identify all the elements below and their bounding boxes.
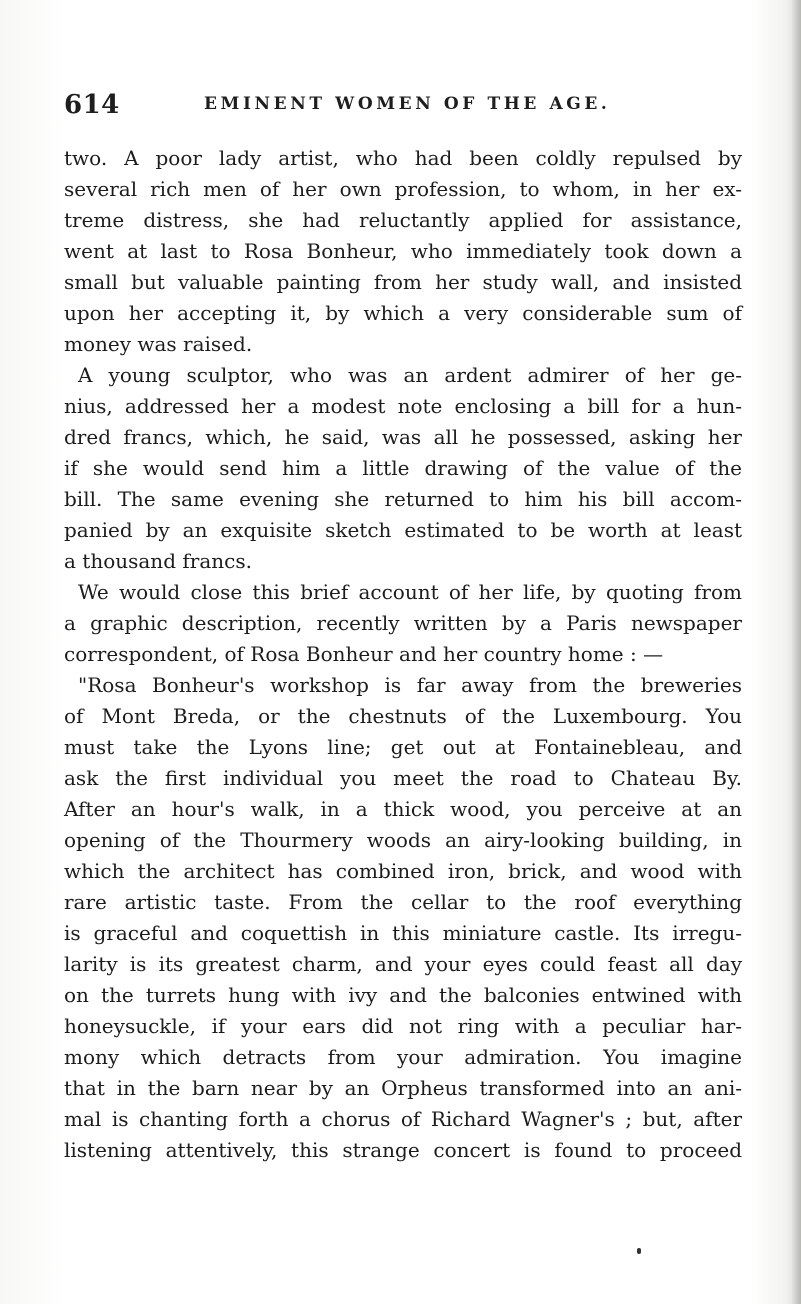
text-line: treme distress, she had reluctantly applied for assistance,	[64, 208, 742, 232]
running-title: EMINENT WOMEN OF THE AGE.	[204, 94, 611, 114]
text-line: nius, addressed her a modest note enclosing a bill for a hun-	[64, 394, 742, 418]
text-line: a graphic description, recently written by a Paris newspaper	[64, 611, 742, 635]
text-line: panied by an exquisite sketch estimated to be worth at least	[64, 518, 742, 542]
text-line: that in the barn near by an Orpheus transformed into an ani-	[64, 1076, 742, 1100]
text-line: listening attentively, this strange concert is found to proceed	[64, 1138, 742, 1162]
text-line: dred francs, which, he said, was all he possessed, asking her	[64, 425, 742, 449]
text-line: mal is chanting forth a chorus of Richard Wagner's ; but, after	[64, 1107, 742, 1131]
text-line: if she would send him a little drawing of the value of the	[64, 456, 742, 480]
text-line: two. A poor lady artist, who had been coldly repulsed by	[64, 146, 742, 170]
text-line: a thousand francs.	[64, 549, 252, 573]
text-line: We would close this brief account of her life, by quoting from	[78, 580, 742, 604]
text-line: went at last to Rosa Bonheur, who immediately took down a	[64, 239, 742, 263]
text-line: bill. The same evening she returned to him his bill accom-	[64, 487, 742, 511]
text-line: is graceful and coquettish in this miniature castle. Its irregu-	[64, 921, 742, 945]
text-line: correspondent, of Rosa Bonheur and her country home : —	[64, 642, 664, 666]
text-line: rare artistic taste. From the cellar to the roof everything	[64, 890, 742, 914]
page-edge-shadow	[791, 0, 801, 1304]
text-line: must take the Lyons line; get out at Fontainebleau, and	[64, 735, 742, 759]
text-line: mony which detracts from your admiration. You imagine	[64, 1045, 742, 1069]
text-line: "Rosa Bonheur's workshop is far away from the breweries	[78, 673, 742, 697]
text-line: small but valuable painting from her study wall, and insisted	[64, 270, 742, 294]
text-line: larity is its greatest charm, and your eyes could feast all day	[64, 952, 742, 976]
text-line: of Mont Breda, or the chestnuts of the Luxembourg. You	[64, 704, 742, 728]
text-line: ask the first individual you meet the road to Chateau By.	[64, 766, 742, 790]
text-line: After an hour's walk, in a thick wood, you perceive at an	[64, 797, 742, 821]
text-line: honeysuckle, if your ears did not ring with a peculiar har-	[64, 1014, 742, 1038]
text-line: on the turrets hung with ivy and the balconies entwined with	[64, 983, 742, 1007]
page-header	[64, 90, 744, 126]
text-line: several rich men of her own profession, to whom, in her ex-	[64, 177, 742, 201]
body-text	[64, 143, 742, 1166]
text-line: A young sculptor, who was an ardent admirer of her ge-	[78, 363, 742, 387]
text-line: opening of the Thourmery woods an airy-looking building, in	[64, 828, 742, 852]
text-line: money was raised.	[64, 332, 253, 356]
ink-speck	[637, 1248, 641, 1254]
page-number: 614	[64, 90, 120, 120]
text-line: which the architect has combined iron, brick, and wood with	[64, 859, 742, 883]
text-line: upon her accepting it, by which a very considerable sum of	[64, 301, 742, 325]
